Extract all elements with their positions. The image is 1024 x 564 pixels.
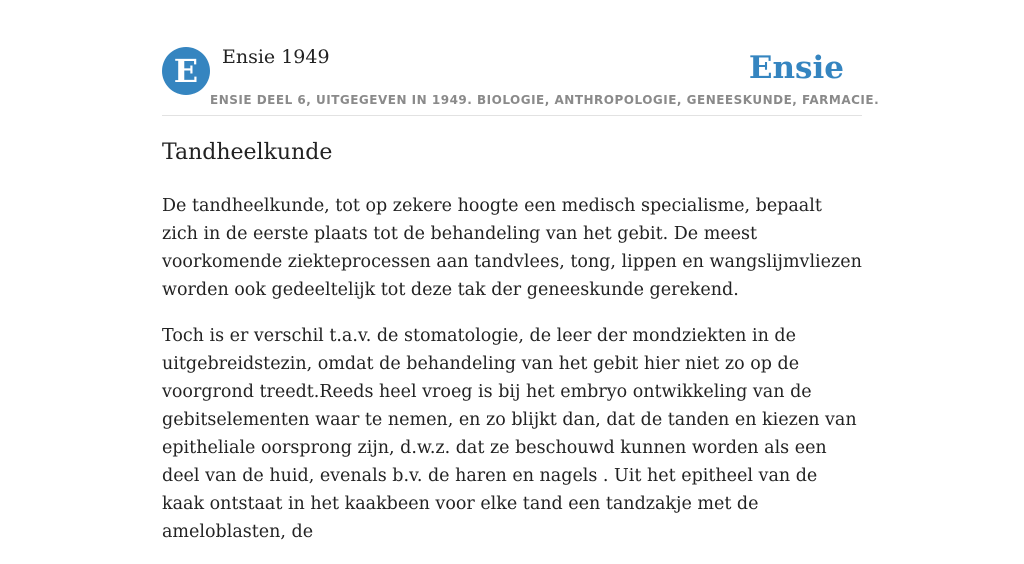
article-body <box>162 192 862 564</box>
article-title: Tandheelkunde <box>162 140 333 165</box>
ensie-logo[interactable]: E <box>162 47 210 95</box>
brand-wordmark[interactable]: Ensie <box>748 50 844 86</box>
article-paragraph: Toch is er verschil t.a.v. de stomatologie, de leer der mondziekten in de uitgebreidstezin, omdat de behandeling van het gebit hier niet zo op de voorgrond treedt.Reeds heel vroeg is bij het embryo ontwikkeling van de gebitselementen waar te nemen, en zo blijkt dan, dat de tanden en kiezen van epitheliale oorsprong zijn, d.w.z. dat ze beschouwd kunnen worden als een deel van de huid, evenals b.v. de haren en nagels . Uit het epitheel van de kaak ontstaat in het kaakbeen voor elke tand een tandzakje met de ameloblasten, de <box>162 326 857 542</box>
article-paragraph: De tandheelkunde, tot op zekere hoogte een medisch specialisme, bepaalt zich in de eerste plaats tot de behandeling van het gebit. De meest voorkomende ziekteprocessen aan tandvlees, tong, lippen en wangslijmvliezen worden ook gedeeltelijk tot deze tak der geneeskunde gerekend. <box>162 196 862 300</box>
edition-subtitle: ENSIE DEEL 6, UITGEGEVEN IN 1949. BIOLOGIE, ANTHROPOLOGIE, GENEESKUNDE, FARMACIE. <box>210 93 880 107</box>
site-header <box>162 0 880 116</box>
site-title[interactable]: Ensie 1949 <box>222 46 330 68</box>
